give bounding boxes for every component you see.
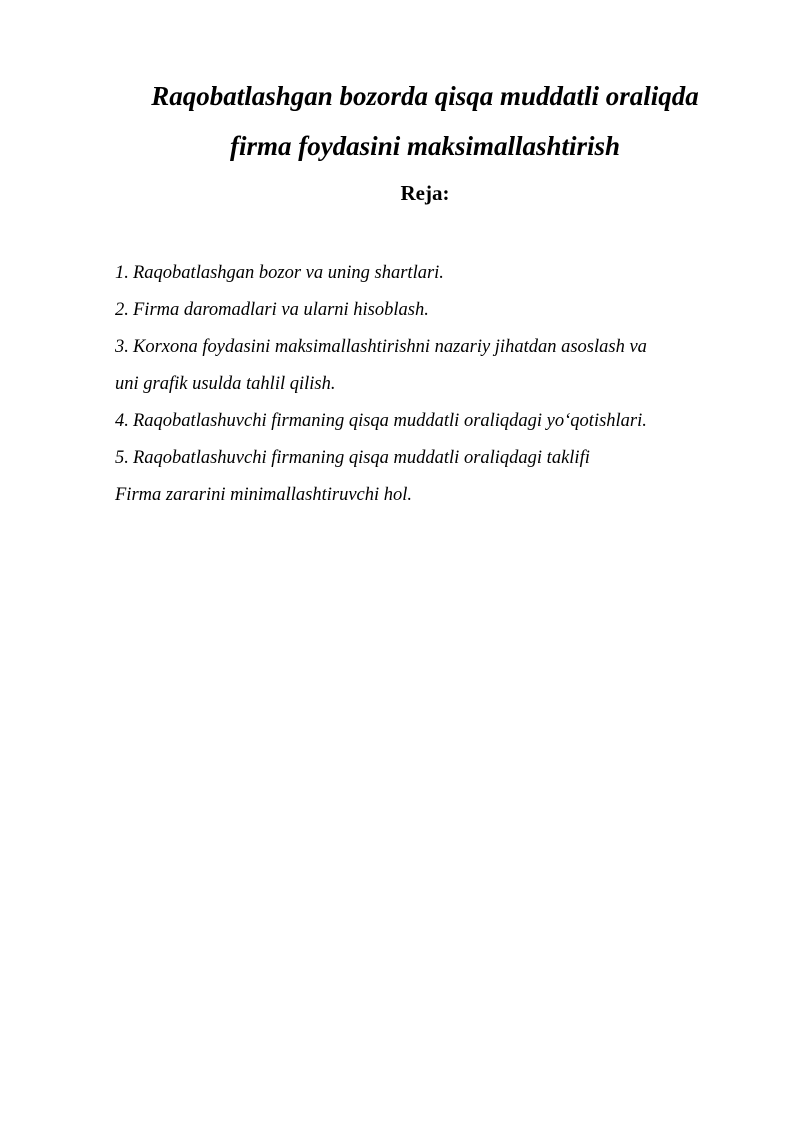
- plan-item: [115, 440, 735, 477]
- plan-item-continuation: [115, 366, 735, 403]
- plan-item-text: Firma daromadlari va ularni hisoblash.: [133, 300, 429, 320]
- plan-item: [115, 255, 735, 292]
- plan-item-text: Firma zararini minimallashtiruvchi hol.: [115, 485, 413, 505]
- document-title-line-1: Raqobatlashgan bozorda qisqa muddatli oraliqda: [151, 81, 699, 111]
- plan-item-text: Korxona foydasini maksimallashtirishni nazariy jihatdan asoslash va: [133, 337, 647, 357]
- plan-item-text: Raqobatlashgan bozor va uning shartlari.: [133, 263, 444, 283]
- plan-heading: Reja:: [400, 181, 450, 205]
- plan-item-text: Raqobatlashuvchi firmaning qisqa muddatli oraliqdagi taklifi: [133, 448, 590, 468]
- document-title-line-2: firma foydasini maksimallashtirish: [229, 131, 621, 161]
- plan-item: [115, 292, 735, 329]
- plan-item-text: uni grafik usulda tahlil qilish.: [115, 374, 336, 394]
- plan-item: [115, 403, 735, 440]
- plan-item: [115, 329, 735, 366]
- plan-list: [115, 255, 735, 514]
- plan-item-number: 3.: [115, 337, 129, 357]
- plan-item-number: 2.: [115, 300, 129, 320]
- plan-item-number: 5.: [115, 448, 129, 468]
- plan-item-continuation: [115, 477, 735, 514]
- plan-item-text: Raqobatlashuvchi firmaning qisqa muddatli oraliqdagi yo‘qotishlari.: [133, 411, 647, 431]
- plan-item-number: 4.: [115, 411, 129, 431]
- plan-item-number: 1.: [115, 263, 129, 283]
